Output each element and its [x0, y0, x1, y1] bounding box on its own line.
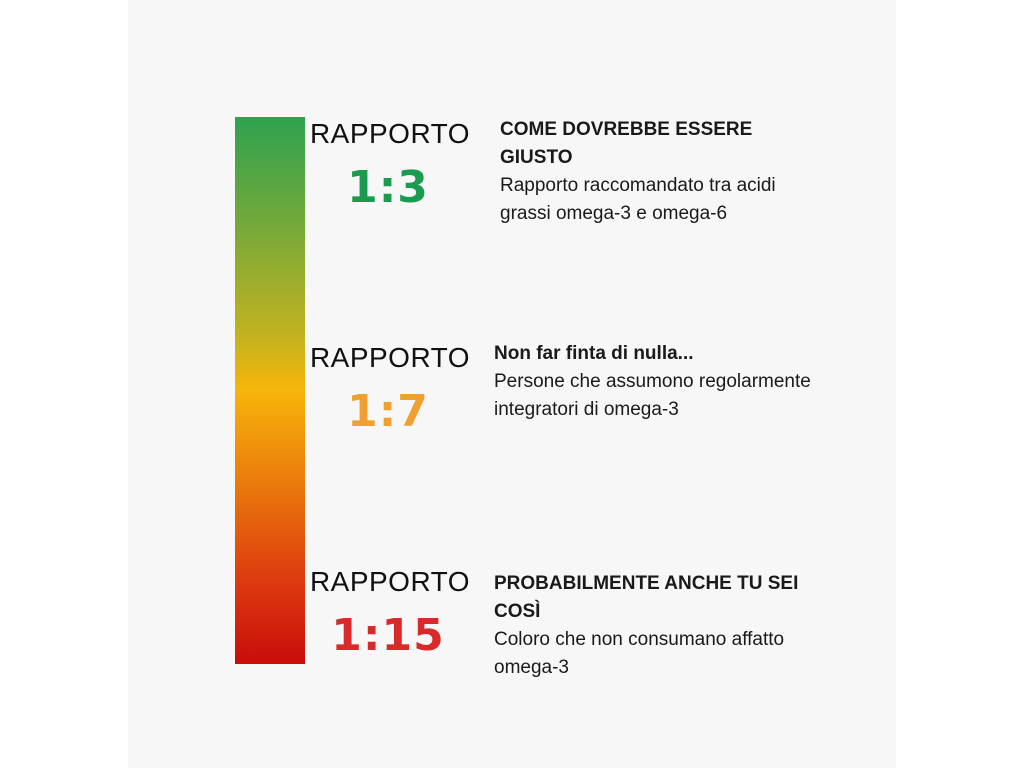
ratio-label-2: RAPPORTO	[309, 342, 471, 373]
ratio-label-3: RAPPORTO	[309, 566, 471, 597]
description-text-1: Rapporto raccomandato tra acidi grassi omega-3 e omega-6	[500, 175, 776, 224]
description-1	[500, 116, 830, 228]
ratio-value-3: 1:15	[331, 610, 445, 661]
description-title-2: Non far finta di nulla...	[494, 343, 694, 364]
description-2	[494, 340, 874, 424]
description-text-2: Persone che assumono regolarmente integratori di omega-3	[494, 371, 811, 420]
ratio-value-2: 1:7	[347, 386, 429, 437]
description-text-3: Coloro che non consumano affatto omega-3	[494, 629, 785, 678]
description-3	[494, 570, 844, 682]
description-title-3: PROBABILMENTE ANCHE TU SEI COSÌ	[494, 573, 799, 622]
gradient-scale-bar	[235, 117, 305, 664]
ratio-label-1: RAPPORTO	[309, 118, 471, 149]
description-title-1: COME DOVREBBE ESSERE GIUSTO	[500, 119, 753, 168]
ratio-value-1: 1:3	[347, 162, 429, 213]
